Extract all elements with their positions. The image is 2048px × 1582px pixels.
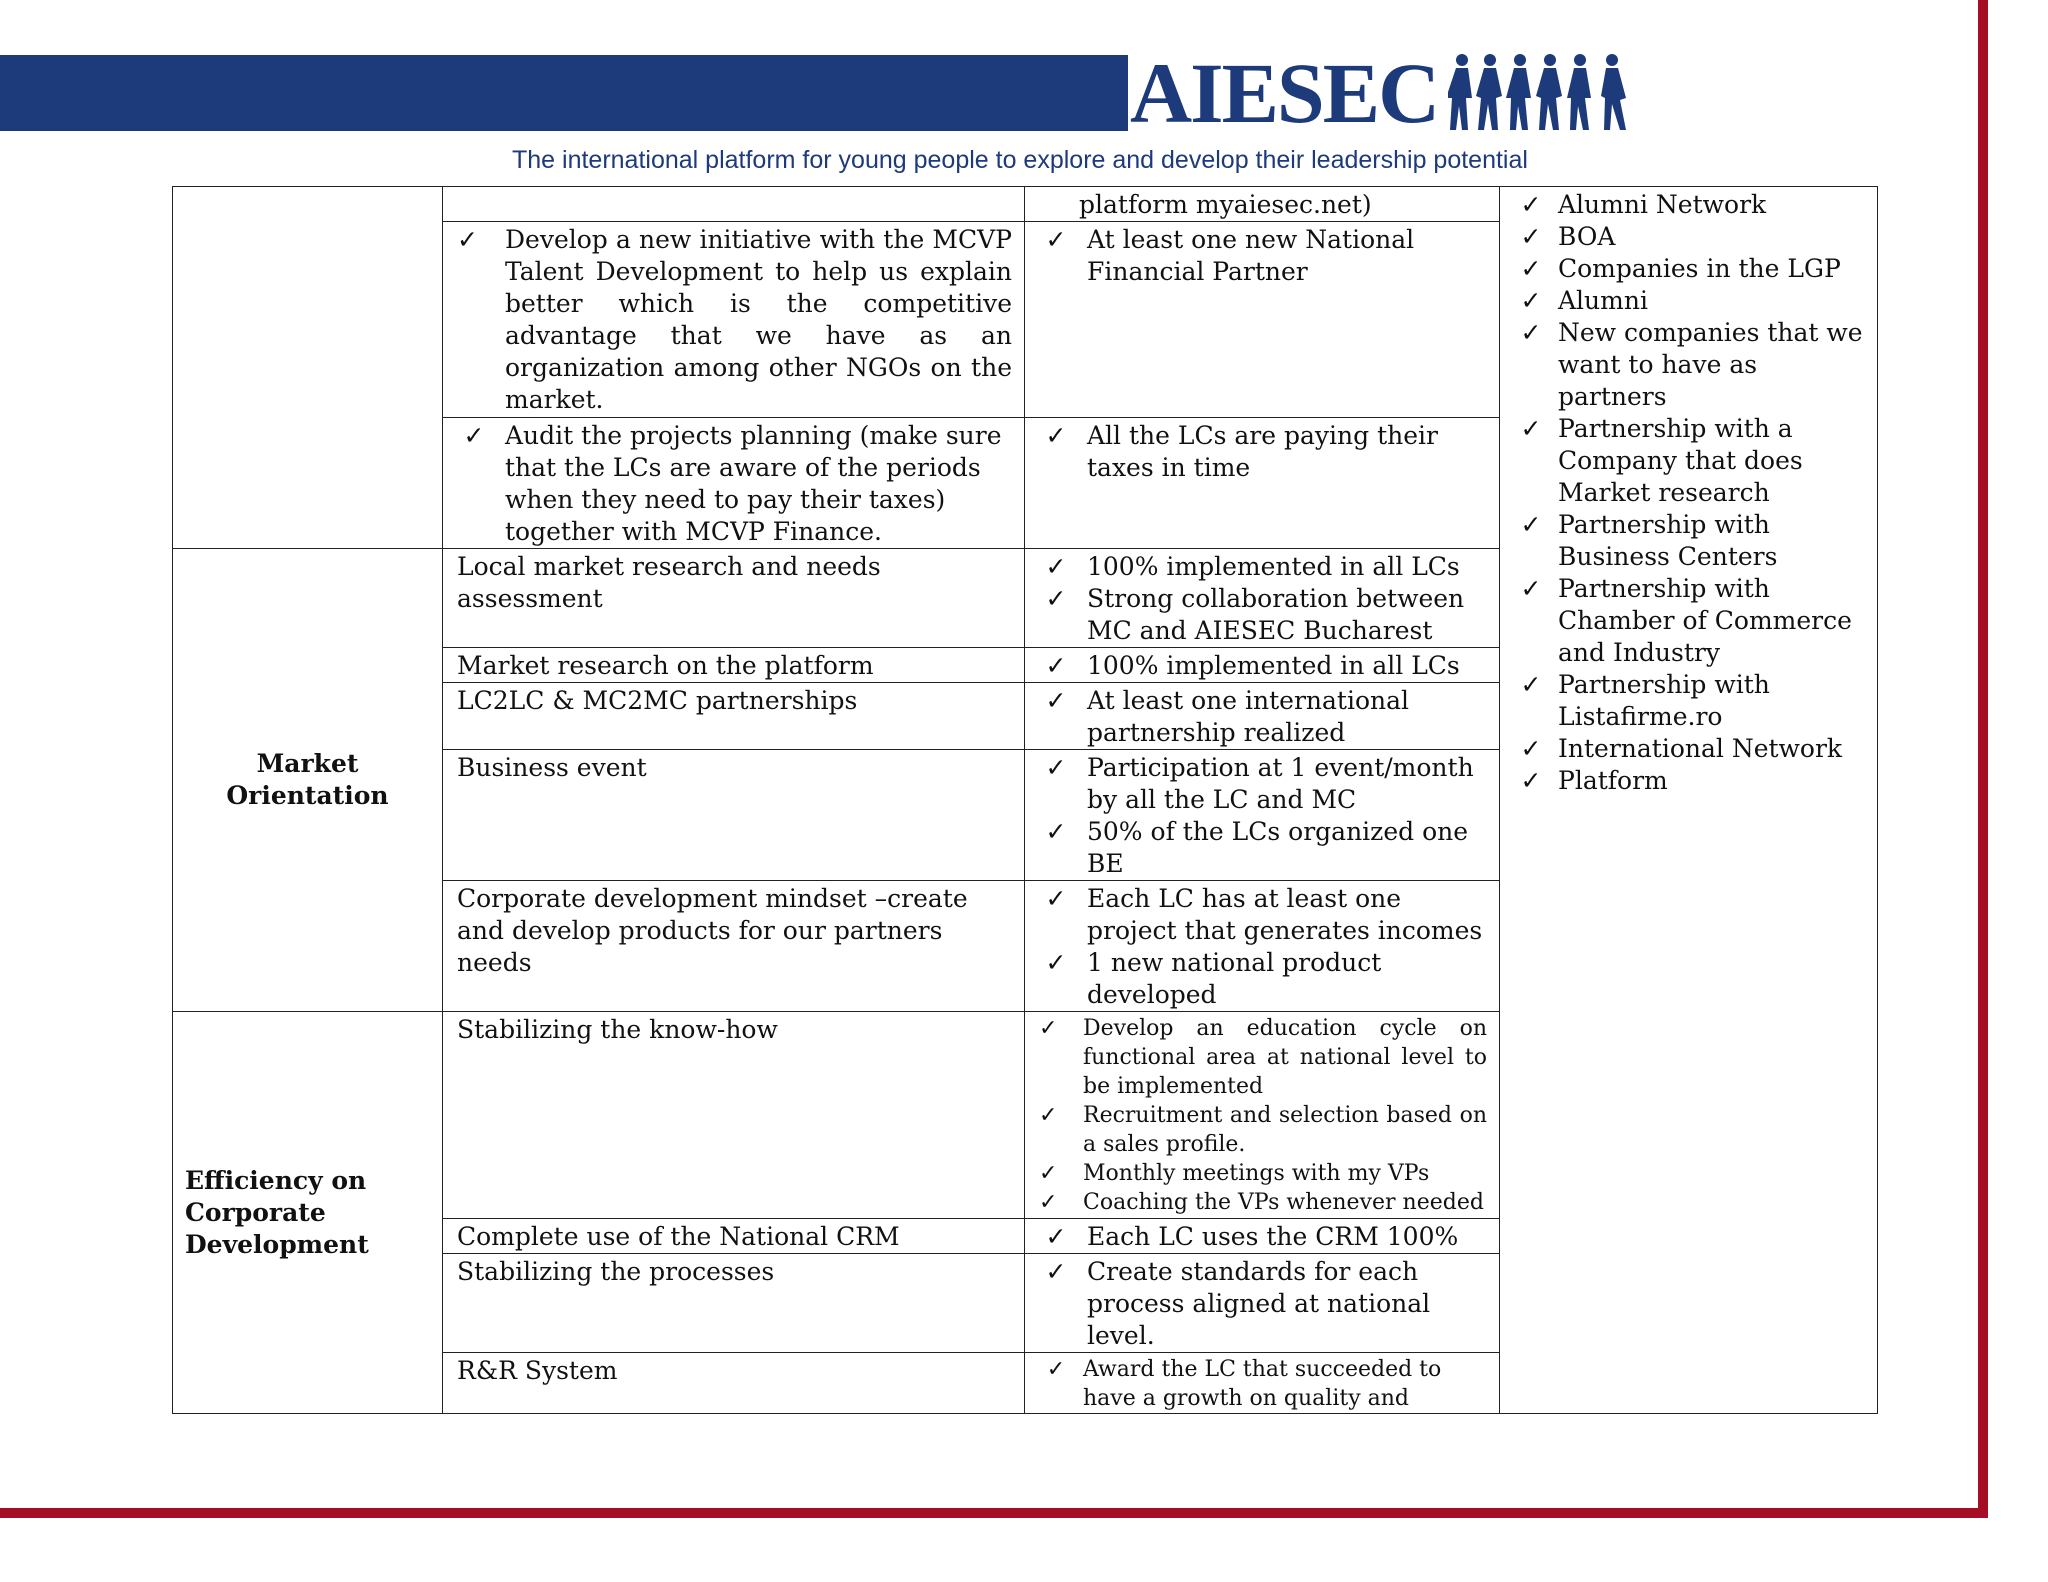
resources-cell xyxy=(1500,187,1878,1414)
checkmark-icon: ✓ xyxy=(463,421,485,450)
list-item: ✓ Alumni xyxy=(1514,285,1865,317)
kpi-cell xyxy=(1025,750,1500,881)
kpi-cell xyxy=(1025,1254,1500,1353)
checkmark-icon: ✓ xyxy=(1520,414,1542,443)
kpi-cell xyxy=(1025,549,1500,648)
list-item: ✓ 50% of the LCs organized one BE xyxy=(1039,816,1487,880)
checkmark-icon: ✓ xyxy=(1045,884,1067,913)
checkmark-icon: ✓ xyxy=(1520,766,1542,795)
checkmark-icon: ✓ xyxy=(1520,286,1542,315)
task-cell xyxy=(443,187,1025,222)
task-cell xyxy=(443,222,1025,418)
logo-text: AIESEC xyxy=(1130,45,1439,141)
checkmark-icon: ✓ xyxy=(1520,670,1542,699)
kpi-cell xyxy=(1025,683,1500,750)
kpi-cell xyxy=(1025,1219,1500,1254)
tagline: The international platform for young people to explore and develop their leadership potential xyxy=(512,146,1528,174)
list-item: ✓ Partnership with Business Centers xyxy=(1514,509,1865,573)
checkmark-icon: ✓ xyxy=(1520,222,1542,251)
list-item: ✓ Recruitment and selection based on a sales profile. xyxy=(1039,1103,1487,1157)
page-border-right xyxy=(1978,0,1988,1516)
list-item: ✓ Partnership with a Company that does Market research xyxy=(1514,413,1865,509)
checkmark-icon: ✓ xyxy=(1045,651,1067,680)
list-item: ✓ 100% implemented in all LCs xyxy=(1039,551,1487,583)
kpi-cell xyxy=(1025,1012,1500,1219)
people-silhouette-icon xyxy=(1448,52,1638,132)
task-cell xyxy=(443,418,1025,549)
checkmark-icon: ✓ xyxy=(1045,552,1067,581)
checkmark-icon: ✓ xyxy=(1520,510,1542,539)
kpi-cell xyxy=(1025,648,1500,683)
checkmark-icon: ✓ xyxy=(1039,1103,1058,1128)
checkmark-icon: ✓ xyxy=(1045,948,1067,977)
list-item: ✓ New companies that we want to have as partners xyxy=(1514,317,1865,413)
list-item: ✓ 1 new national product developed xyxy=(1039,947,1487,1011)
task-cell: LC2LC & MC2MC partnerships xyxy=(443,683,1025,750)
kpi-cell xyxy=(1025,1353,1500,1414)
kpi-cell xyxy=(1025,418,1500,549)
list-item: ✓ Coaching the VPs whenever needed xyxy=(1039,1190,1484,1215)
checkmark-icon: ✓ xyxy=(1045,686,1067,715)
list-item: ✓ Each LC has at least one project that generates incomes xyxy=(1039,883,1487,947)
area-label-market-orientation: Market Orientation xyxy=(173,549,443,1012)
list-item: ✓ All the LCs are paying their taxes in time xyxy=(1039,420,1487,484)
task-cell: Stabilizing the processes xyxy=(443,1254,1025,1353)
task-cell: Complete use of the National CRM xyxy=(443,1219,1025,1254)
list-item: ✓ Partnership with Chamber of Commerce and Industry xyxy=(1514,573,1865,669)
list-item: ✓ Award the LC that succeeded to have a growth on quality and xyxy=(1039,1355,1487,1413)
task-cell: Business event xyxy=(443,750,1025,881)
checkmark-icon: ✓ xyxy=(1045,1222,1067,1251)
checkmark-icon: ✓ xyxy=(1045,1257,1067,1286)
list-item: ✓ BOA xyxy=(1514,221,1865,253)
list-item: ✓ Develop a new initiative with the MCVP Talent Development to help us explain better which is the competitive advantage that we have as an organization among other NGOs on the market. xyxy=(457,225,1012,414)
list-item: ✓ Develop an education cycle on functional area at national level to be implemented xyxy=(1039,1016,1487,1099)
checkmark-icon: ✓ xyxy=(1520,190,1542,219)
list-item: ✓ Partnership with Listafirme.ro xyxy=(1514,669,1865,733)
list-item: ✓ Create standards for each process aligned at national level. xyxy=(1039,1256,1487,1352)
task-cell: Stabilizing the know-how xyxy=(443,1012,1025,1219)
checkmark-icon: ✓ xyxy=(1039,1161,1058,1186)
kpi-cell xyxy=(1025,222,1500,418)
checkmark-icon: ✓ xyxy=(1045,753,1067,782)
checkmark-icon: ✓ xyxy=(1520,254,1542,283)
list-item: ✓ Monthly meetings with my VPs xyxy=(1039,1161,1430,1186)
checkmark-icon: ✓ xyxy=(1046,1357,1066,1382)
checkmark-icon: ✓ xyxy=(1045,225,1067,254)
list-item: ✓ Each LC uses the CRM 100% xyxy=(1039,1221,1487,1253)
list-item: ✓ Audit the projects planning (make sure that the LCs are aware of the periods when they need to pay their taxes) together with MCVP Finance. xyxy=(457,420,1012,548)
checkmark-icon: ✓ xyxy=(1520,318,1542,347)
checkmark-icon: ✓ xyxy=(1045,584,1067,613)
page-border-bottom xyxy=(0,1508,1988,1518)
checkmark-icon: ✓ xyxy=(1039,1190,1058,1215)
task-cell: R&R System xyxy=(443,1353,1025,1414)
list-item: ✓ Platform xyxy=(1514,765,1865,797)
list-item: ✓ International Network xyxy=(1514,733,1865,765)
table-row xyxy=(173,187,1878,222)
checkmark-icon: ✓ xyxy=(1520,734,1542,763)
area-cell-empty xyxy=(173,187,443,549)
kpi-cell xyxy=(1025,881,1500,1012)
checkmark-icon: ✓ xyxy=(1045,421,1067,450)
checkmark-icon: ✓ xyxy=(1520,574,1542,603)
list-item: ✓ 100% implemented in all LCs xyxy=(1039,650,1487,682)
strategy-table xyxy=(172,186,1878,1414)
list-item: ✓ Participation at 1 event/month by all the LC and MC xyxy=(1039,752,1487,816)
area-label-efficiency: Efficiency on Corporate Development xyxy=(173,1012,443,1414)
task-cell: Local market research and needs assessment xyxy=(443,549,1025,648)
list-item: ✓ At least one new National Financial Partner xyxy=(1039,224,1487,288)
kpi-cell: platform myaiesec.net) xyxy=(1025,187,1500,222)
task-cell: Market research on the platform xyxy=(443,648,1025,683)
list-item: ✓ Companies in the LGP xyxy=(1514,253,1865,285)
resources-list xyxy=(1500,187,1877,797)
list-item: ✓ Strong collaboration between MC and AIESEC Bucharest xyxy=(1039,583,1487,647)
checkmark-icon: ✓ xyxy=(457,225,478,254)
checkmark-icon: ✓ xyxy=(1039,1016,1058,1041)
list-item: ✓ Alumni Network xyxy=(1514,189,1865,221)
checkmark-icon: ✓ xyxy=(1045,817,1067,846)
list-item: ✓ At least one international partnership realized xyxy=(1039,685,1487,749)
task-cell: Corporate development mindset –create and develop products for our partners needs xyxy=(443,881,1025,1012)
